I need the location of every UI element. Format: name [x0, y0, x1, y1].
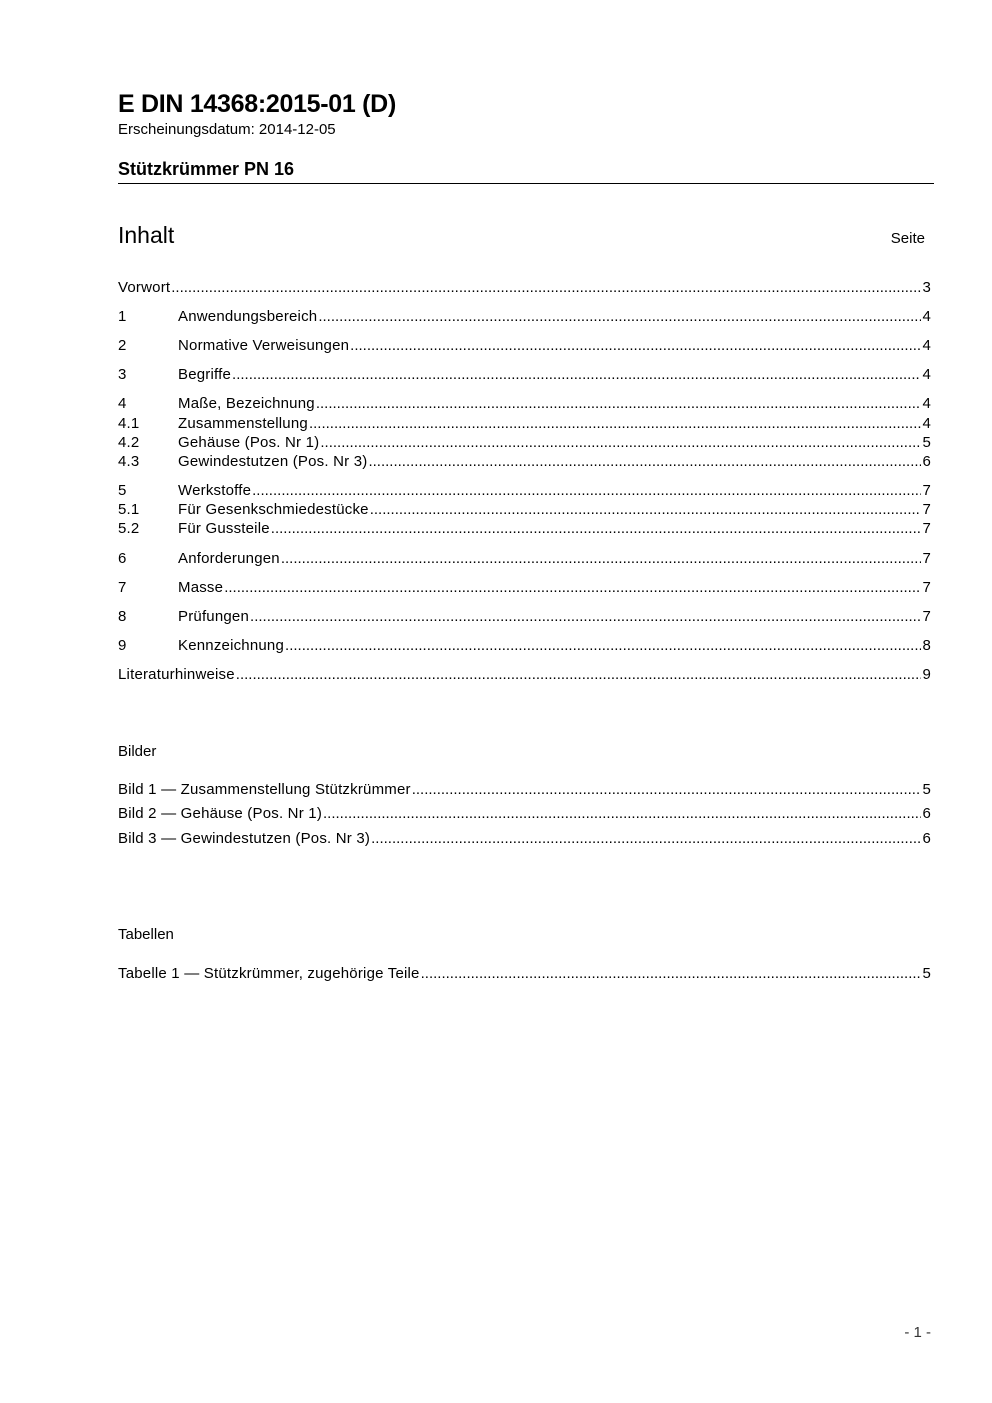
toc-entry-page: 5	[922, 434, 931, 451]
figure-entry-page: 6	[922, 830, 931, 847]
toc-entry-title: Vorwort	[118, 279, 171, 296]
toc-entry-number: 5.1	[118, 501, 140, 518]
toc-entry-page: 7	[922, 482, 931, 499]
toc-entry-number: 5.2	[118, 520, 140, 537]
toc-entry-page: 7	[922, 550, 931, 567]
toc-dot-leader	[370, 500, 922, 520]
toc-dot-leader	[171, 278, 921, 298]
toc-entry-page: 6	[922, 453, 931, 470]
toc-entry-title: Literaturhinweise	[118, 666, 235, 683]
toc-entry-title: Prüfungen	[178, 608, 250, 625]
toc-entry-title: Gehäuse (Pos. Nr 1)	[178, 434, 320, 451]
toc-entry-number: 8	[118, 608, 127, 625]
document-subject: Stützkrümmer PN 16	[118, 159, 295, 179]
toc-entry-title: Zusammenstellung	[178, 415, 308, 432]
toc-entry-page: 9	[922, 666, 931, 683]
figure-entry-page: 6	[922, 805, 931, 822]
toc-entry-title: Kennzeichnung	[178, 637, 285, 654]
toc-entry[interactable]	[118, 549, 931, 569]
toc-entry-number: 4	[118, 395, 127, 412]
toc-entry-title: Normative Verweisungen	[178, 337, 350, 354]
toc-dot-leader	[412, 780, 922, 800]
toc-entry-page: 4	[922, 395, 931, 412]
document-id: E DIN 14368:2015-01 (D)	[118, 90, 396, 118]
toc-entry[interactable]	[118, 500, 931, 520]
toc-entry[interactable]	[118, 365, 931, 385]
figure-entry[interactable]	[118, 804, 931, 824]
toc-dot-leader	[371, 829, 921, 849]
table-entry-page: 5	[922, 965, 931, 982]
toc-dot-leader	[323, 804, 921, 824]
toc-entry[interactable]	[118, 433, 931, 453]
toc-entry-number: 6	[118, 550, 127, 567]
toc-entry-page: 7	[922, 579, 931, 596]
toc-entry[interactable]	[118, 519, 931, 539]
toc-entry-number: 4.2	[118, 434, 140, 451]
toc-entry-title: Werkstoffe	[178, 482, 252, 499]
toc-entry-number: 7	[118, 579, 127, 596]
toc-entry[interactable]	[118, 481, 931, 501]
toc-entry[interactable]	[118, 578, 931, 598]
toc-entry-number: 5	[118, 482, 127, 499]
toc-dot-leader	[252, 481, 921, 501]
toc-entry[interactable]	[118, 414, 931, 434]
toc-entry[interactable]	[118, 336, 931, 356]
toc-entry-page: 4	[922, 337, 931, 354]
table-entry-title: Tabelle 1 — Stützkrümmer, zugehörige Teile	[118, 965, 420, 982]
toc-dot-leader	[285, 636, 921, 656]
toc-dot-leader	[224, 578, 921, 598]
toc-entry-page: 3	[922, 279, 931, 296]
toc-entry-title: Maße, Bezeichnung	[178, 395, 315, 412]
toc-entry[interactable]	[118, 278, 931, 298]
figure-entry[interactable]	[118, 829, 931, 849]
figure-entry-page: 5	[922, 781, 931, 798]
toc-dot-leader	[318, 307, 921, 327]
toc-entry-title: Gewindestutzen (Pos. Nr 3)	[178, 453, 368, 470]
toc-entry-page: 4	[922, 366, 931, 383]
publication-date: Erscheinungsdatum: 2014-12-05	[118, 121, 336, 138]
header-divider	[118, 183, 934, 184]
toc-entry-number: 3	[118, 366, 127, 383]
toc-entry[interactable]	[118, 665, 931, 685]
figure-entry[interactable]	[118, 780, 931, 800]
toc-dot-leader	[421, 964, 922, 984]
figure-entry-title: Bild 1 — Zusammenstellung Stützkrümmer	[118, 781, 411, 798]
toc-entry-title: Anforderungen	[178, 550, 280, 567]
toc-dot-leader	[271, 519, 922, 539]
toc-entry-page: 7	[922, 608, 931, 625]
toc-entry[interactable]	[118, 607, 931, 627]
toc-entry-number: 9	[118, 637, 127, 654]
toc-entry-number: 1	[118, 308, 127, 325]
toc-dot-leader	[320, 433, 921, 453]
toc-entry-number: 4.3	[118, 453, 140, 470]
toc-entry-page: 7	[922, 520, 931, 537]
toc-entry[interactable]	[118, 452, 931, 472]
toc-entry-page: 4	[922, 308, 931, 325]
figure-entry-title: Bild 3 — Gewindestutzen (Pos. Nr 3)	[118, 830, 371, 847]
toc-page-column-label: Seite	[890, 230, 925, 247]
figures-heading: Bilder	[118, 743, 157, 760]
toc-dot-leader	[281, 549, 922, 569]
toc-dot-leader	[309, 414, 922, 434]
toc-heading: Inhalt	[118, 222, 175, 248]
toc-entry-number: 2	[118, 337, 127, 354]
toc-entry[interactable]	[118, 394, 931, 414]
toc-dot-leader	[350, 336, 921, 356]
toc-dot-leader	[236, 665, 922, 685]
toc-entry-title: Für Gussteile	[178, 520, 270, 537]
toc-entry-title: Für Gesenkschmiedestücke	[178, 501, 369, 518]
toc-entry-page: 7	[922, 501, 931, 518]
toc-entry-title: Masse	[178, 579, 224, 596]
figure-entry-title: Bild 2 — Gehäuse (Pos. Nr 1)	[118, 805, 323, 822]
toc-entry[interactable]	[118, 636, 931, 656]
toc-dot-leader	[316, 394, 922, 414]
toc-dot-leader	[232, 365, 921, 385]
table-entry[interactable]	[118, 964, 931, 984]
toc-entry-page: 8	[922, 637, 931, 654]
tables-heading: Tabellen	[118, 926, 174, 943]
toc-entry-title: Begriffe	[178, 366, 232, 383]
page-number: - 1 -	[904, 1324, 931, 1341]
toc-entry-page: 4	[922, 415, 931, 432]
toc-entry-number: 4.1	[118, 415, 140, 432]
toc-entry-title: Anwendungsbereich	[178, 308, 318, 325]
toc-dot-leader	[250, 607, 921, 627]
toc-entry[interactable]	[118, 307, 931, 327]
toc-dot-leader	[368, 452, 921, 472]
